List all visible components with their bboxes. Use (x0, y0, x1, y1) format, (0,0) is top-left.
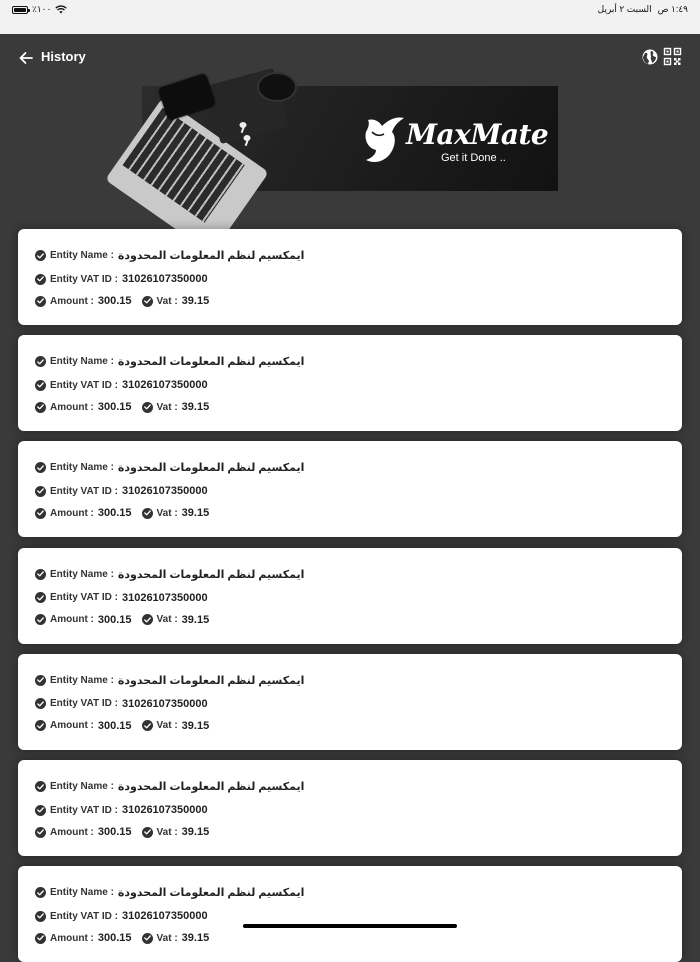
history-card[interactable] (18, 441, 682, 537)
language-button[interactable] (641, 48, 659, 66)
history-card[interactable] (18, 548, 682, 644)
check-circle-icon (35, 933, 46, 944)
entity-name-label: Entity Name : (50, 356, 114, 368)
bird-logo-icon (362, 114, 406, 168)
check-circle-icon (35, 698, 46, 709)
check-circle-icon (35, 781, 46, 792)
entity-name-value: ايمكسيم لنظم المعلومات المحدودة (117, 887, 305, 900)
vat-label: Vat : (156, 295, 178, 307)
back-button[interactable] (16, 48, 36, 68)
entity-vat-label: Entity VAT ID : (50, 273, 118, 285)
qr-code-icon (664, 48, 681, 65)
entity-name-row (35, 886, 304, 899)
status-bar (0, 0, 700, 34)
vat-label: Vat : (156, 932, 178, 944)
history-card[interactable] (18, 229, 682, 325)
vat-label: Vat : (156, 720, 178, 732)
history-card[interactable] (18, 760, 682, 856)
entity-vat-label: Entity VAT ID : (50, 485, 118, 497)
entity-name-value: ايمكسيم لنظم المعلومات المحدودة (117, 356, 305, 369)
amount-label: Amount : (50, 507, 94, 519)
page-title: History (41, 49, 86, 64)
amount-row (35, 507, 209, 519)
amount-label: Amount : (50, 720, 94, 732)
entity-vat-value: 31026107350000 (121, 697, 208, 710)
amount-value: 300.15 (97, 932, 132, 945)
entity-vat-row (35, 273, 208, 285)
amount-value: 300.15 (97, 826, 132, 838)
brand-tagline: Get it Done .. (441, 152, 506, 164)
check-circle-icon (35, 250, 46, 261)
check-circle-icon (35, 569, 46, 580)
entity-vat-label: Entity VAT ID : (50, 910, 118, 922)
earbuds-graphic (237, 120, 253, 148)
vat-group (142, 614, 210, 626)
entity-vat-label: Entity VAT ID : (50, 804, 118, 816)
promo-banner (142, 86, 558, 191)
check-circle-icon (35, 887, 46, 898)
back-arrow-icon (19, 52, 33, 64)
check-circle-icon (35, 675, 46, 686)
globe-icon (641, 48, 659, 66)
check-circle-icon (35, 356, 46, 367)
entity-name-value: ايمكسيم لنظم المعلومات المحدودة (117, 781, 305, 793)
entity-vat-row (35, 379, 208, 391)
amount-label: Amount : (50, 826, 94, 838)
check-circle-icon (35, 592, 46, 603)
check-circle-icon (142, 296, 153, 307)
vat-value: 39.15 (181, 826, 210, 838)
vat-group (142, 295, 210, 307)
amount-row (35, 401, 209, 413)
amount-value: 300.15 (97, 401, 132, 414)
amount-label: Amount : (50, 932, 94, 944)
amount-row (35, 295, 209, 307)
check-circle-icon (142, 720, 153, 731)
entity-vat-value: 31026107350000 (121, 485, 208, 498)
check-circle-icon (142, 402, 153, 413)
amount-value: 300.15 (97, 507, 132, 520)
entity-name-label: Entity Name : (50, 887, 114, 899)
entity-vat-row (35, 485, 208, 497)
check-circle-icon (35, 402, 46, 413)
vat-group (142, 932, 210, 944)
amount-row (35, 826, 209, 838)
home-indicator (243, 924, 457, 928)
vat-label: Vat : (156, 401, 178, 413)
entity-name-label: Entity Name : (50, 462, 114, 474)
amount-row (35, 932, 209, 944)
check-circle-icon (142, 508, 153, 519)
status-date: السبت ٢ أبريل (597, 4, 652, 14)
maxmate-logo (362, 112, 552, 168)
battery-icon (12, 6, 28, 14)
check-circle-icon (35, 827, 46, 838)
entity-vat-value: 31026107350000 (121, 910, 208, 923)
entity-vat-value: 31026107350000 (121, 273, 208, 285)
check-circle-icon (35, 462, 46, 473)
amount-row (35, 720, 209, 732)
entity-name-label: Entity Name : (50, 674, 114, 686)
amount-row (35, 614, 209, 626)
vat-value: 39.15 (181, 613, 210, 626)
check-circle-icon (35, 614, 46, 625)
entity-name-row (35, 780, 304, 793)
entity-vat-row (35, 804, 208, 816)
amount-value: 300.15 (97, 295, 132, 307)
amount-label: Amount : (50, 401, 94, 413)
entity-vat-value: 31026107350000 (121, 379, 208, 392)
entity-name-value: ايمكسيم لنظم المعلومات المحدودة (117, 674, 305, 687)
status-time: ١:٤٩ ص (657, 4, 688, 14)
check-circle-icon (142, 614, 153, 625)
app-header (0, 34, 700, 80)
status-left (12, 4, 67, 15)
entity-vat-label: Entity VAT ID : (50, 698, 118, 710)
amount-label: Amount : (50, 614, 94, 626)
vat-value: 39.15 (181, 932, 210, 945)
amount-value: 300.15 (97, 719, 132, 732)
entity-vat-value: 31026107350000 (121, 804, 208, 816)
entity-vat-row (35, 592, 208, 604)
entity-vat-row (35, 698, 208, 710)
vat-label: Vat : (156, 507, 178, 519)
entity-vat-value: 31026107350000 (121, 591, 208, 604)
vat-group (142, 401, 210, 413)
vat-group (142, 507, 210, 519)
vat-label: Vat : (156, 826, 178, 838)
vat-label: Vat : (156, 614, 178, 626)
cup-graphic (257, 72, 297, 102)
brand-name: MaxMate (406, 118, 549, 151)
history-card[interactable] (18, 654, 682, 750)
check-circle-icon (35, 296, 46, 307)
check-circle-icon (35, 911, 46, 922)
entity-name-label: Entity Name : (50, 250, 114, 261)
check-circle-icon (35, 486, 46, 497)
check-circle-icon (142, 933, 153, 944)
entity-name-value: ايمكسيم لنظم المعلومات المحدودة (117, 250, 305, 262)
check-circle-icon (35, 380, 46, 391)
qr-scan-button[interactable] (664, 48, 681, 65)
entity-name-label: Entity Name : (50, 781, 114, 792)
phone-graphic (158, 73, 216, 121)
check-circle-icon (142, 827, 153, 838)
vat-value: 39.15 (181, 401, 210, 414)
vat-value: 39.15 (181, 507, 210, 520)
check-circle-icon (35, 508, 46, 519)
entity-name-value: ايمكسيم لنظم المعلومات المحدودة (117, 462, 305, 475)
entity-vat-label: Entity VAT ID : (50, 592, 118, 604)
vat-value: 39.15 (181, 295, 210, 307)
amount-value: 300.15 (97, 613, 132, 626)
vat-group (142, 720, 210, 732)
entity-name-row (35, 568, 304, 581)
entity-name-row (35, 674, 304, 687)
check-circle-icon (35, 720, 46, 731)
entity-name-row (35, 249, 304, 262)
check-circle-icon (35, 805, 46, 816)
vat-group (142, 826, 210, 838)
entity-name-label: Entity Name : (50, 568, 114, 580)
history-card[interactable] (18, 866, 682, 962)
vat-value: 39.15 (181, 719, 210, 732)
entity-vat-label: Entity VAT ID : (50, 379, 118, 391)
entity-name-value: ايمكسيم لنظم المعلومات المحدودة (117, 568, 305, 581)
wifi-icon (55, 5, 67, 14)
entity-name-row (35, 461, 304, 474)
amount-label: Amount : (50, 295, 94, 307)
entity-name-row (35, 355, 304, 368)
history-card[interactable] (18, 335, 682, 431)
battery-level: ٪١٠٠ (32, 4, 52, 14)
status-right (598, 4, 688, 15)
check-circle-icon (35, 274, 46, 285)
entity-vat-row (35, 910, 208, 922)
